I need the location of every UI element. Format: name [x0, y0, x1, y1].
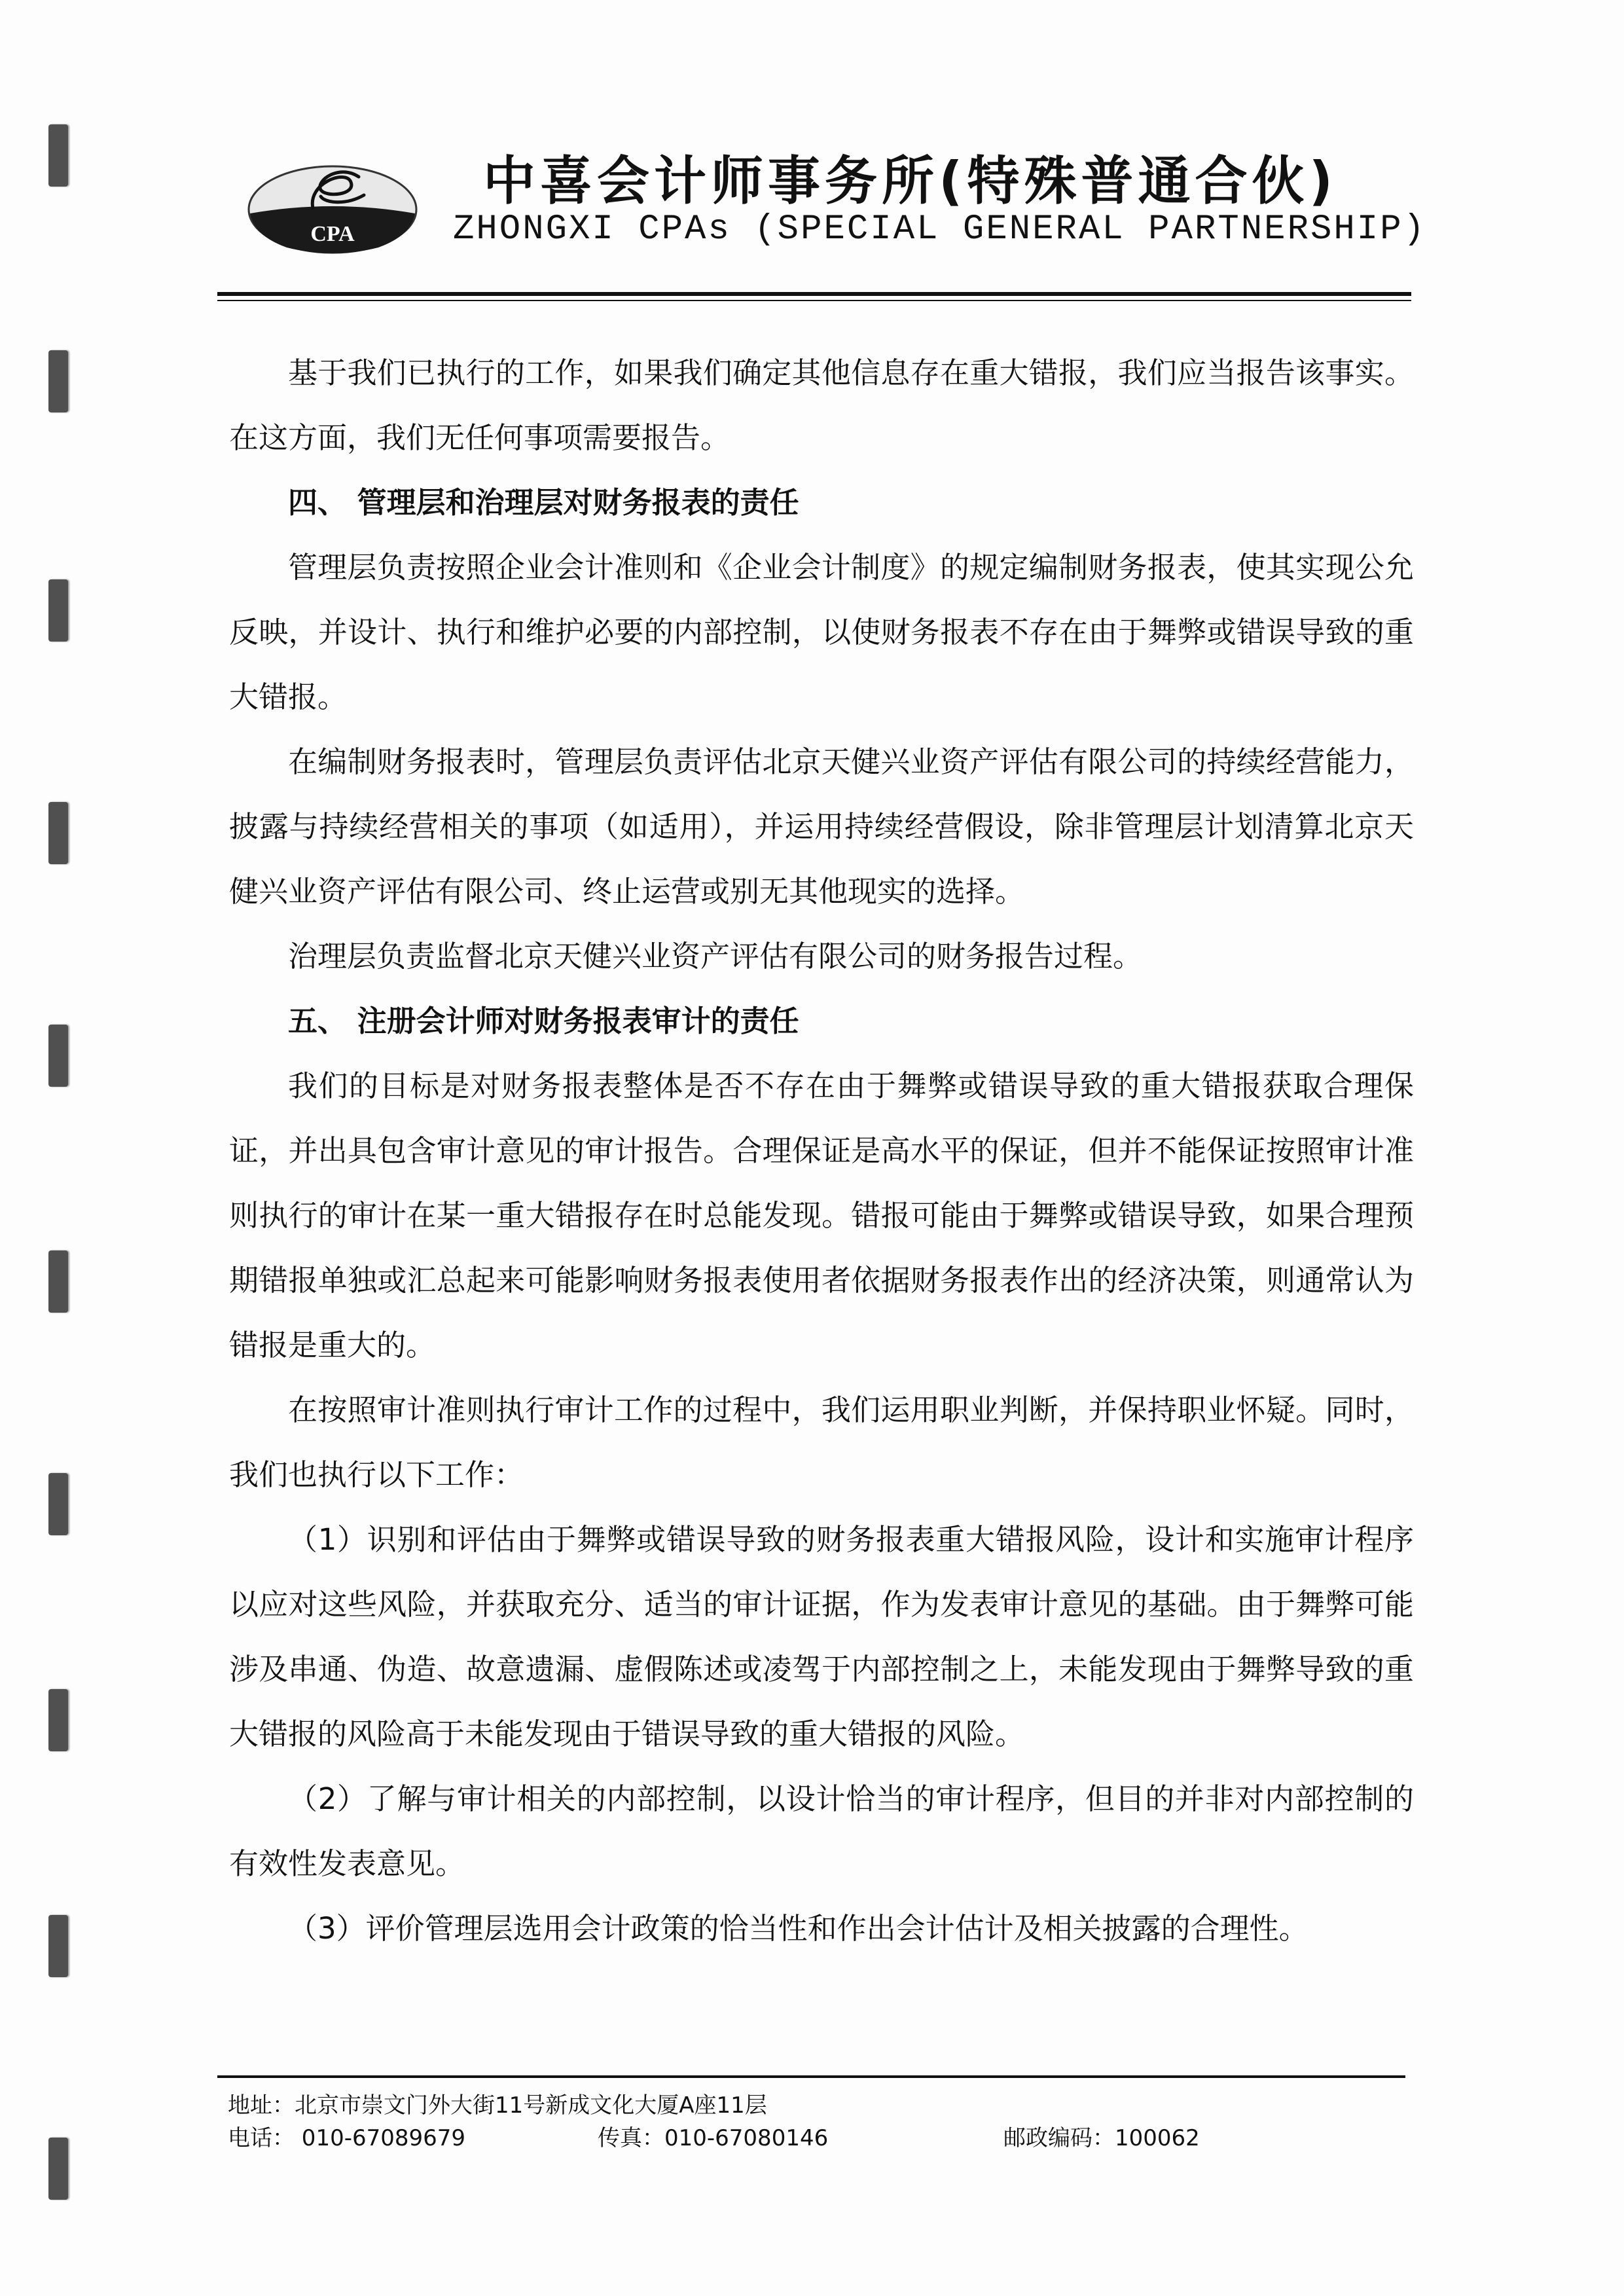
section-heading-management-responsibility: 四、 管理层和治理层对财务报表的责任 — [288, 485, 799, 520]
paragraph-audit-objective: 我们的目标是对财务报表整体是否不存在由于舞弊或错误导致的重大错报获取合理保证，并出具包含审计意见的审计报告。合理保证是高水平的保证，但并不能保证按照审计准则执行的审计在某一重大错报存在时总能发现。错报可能由于舞弊或错误导致，如果合理预期错报单独或汇总起来可能影响财务报表使用者依据财务报表作出的经济决策，则通常认为错报是重大的。 — [229, 1068, 1414, 1362]
list-item-accounting-policy: （3）评价管理层选用会计政策的恰当性和作出会计估计及相关披露的合理性。 — [288, 1911, 1308, 1946]
footer-divider — [217, 2075, 1405, 2078]
header-divider — [217, 292, 1411, 296]
binding-hole-mark — [48, 1915, 68, 1977]
cpa-script-logo-icon — [247, 157, 418, 262]
footer-address-line — [228, 2087, 767, 2119]
list-item-risk-assessment: （1）识别和评估由于舞弊或错误导致的财务报表重大错报风险，设计和实施审计程序以应对这些风险，并获取充分、适当的审计证据，作为发表审计意见的基础。由于舞弊可能涉及串通、伪造、故意遗漏、虚假陈述或凌驾于内部控制之上，未能发现由于舞弊导致的重大错报的风险高于未能发现由于错误导致的重大错报的风险。 — [229, 1522, 1414, 1751]
binding-hole-mark — [48, 350, 68, 412]
firm-name-chinese: 中喜会计师事务所(特殊普通合伙) — [483, 151, 1338, 211]
paragraph-management-duty: 管理层负责按照企业会计准则和《企业会计制度》的规定编制财务报表，使其实现公允反映，并设计、执行和维护必要的内部控制，以使财务报表不存在由于舞弊或错误导致的重大错报。 — [229, 550, 1414, 714]
report-body — [229, 340, 1414, 1961]
footer-contact-line — [228, 2120, 1406, 2153]
binding-hole-mark — [48, 1250, 68, 1313]
firm-name-english: ZHONGXI CPAs (SPECIAL GENERAL PARTNERSHIP) — [453, 210, 1427, 249]
header-divider-thin — [217, 300, 1411, 301]
binding-hole-mark — [48, 124, 68, 187]
logo-text: CPA — [310, 222, 355, 246]
footer-postcode: 邮政编码：100062 — [1003, 2125, 1200, 2151]
binding-hole-mark — [48, 1025, 68, 1087]
binding-hole-mark — [48, 2138, 68, 2200]
footer-address: 地址：北京市崇文门外大街11号新成文化大厦A座11层 — [228, 2092, 767, 2119]
binding-hole-mark — [48, 579, 68, 642]
binding-hole-mark — [48, 1473, 68, 1535]
paragraph-governance-oversight: 治理层负责监督北京天健兴业资产评估有限公司的财务报告过程。 — [288, 939, 1143, 974]
paragraph-professional-judgment: 在按照审计准则执行审计工作的过程中，我们运用职业判断，并保持职业怀疑。同时，我们也执行以下工作： — [229, 1393, 1414, 1492]
list-item-internal-control: （2）了解与审计相关的内部控制，以设计恰当的审计程序，但目的并非对内部控制的有效性发表意见。 — [229, 1781, 1414, 1881]
footer-fax: 传真：010-67080146 — [598, 2125, 829, 2151]
footer-phone: 电话： 010-67089679 — [228, 2125, 466, 2151]
paragraph-going-concern: 在编制财务报表时，管理层负责评估北京天健兴业资产评估有限公司的持续经营能力，披露与持续经营相关的事项（如适用），并运用持续经营假设，除非管理层计划清算北京天健兴业资产评估有限公司、终止运营或别无其他现实的选择。 — [229, 744, 1414, 909]
section-heading-auditor-responsibility: 五、 注册会计师对财务报表审计的责任 — [288, 1004, 799, 1038]
binding-hole-mark — [48, 802, 68, 864]
cpa-logo — [247, 157, 418, 262]
paragraph-other-info: 基于我们已执行的工作，如果我们确定其他信息存在重大错报，我们应当报告该事实。在这方面，我们无任何事项需要报告。 — [229, 355, 1414, 455]
binding-hole-mark — [48, 1689, 68, 1751]
